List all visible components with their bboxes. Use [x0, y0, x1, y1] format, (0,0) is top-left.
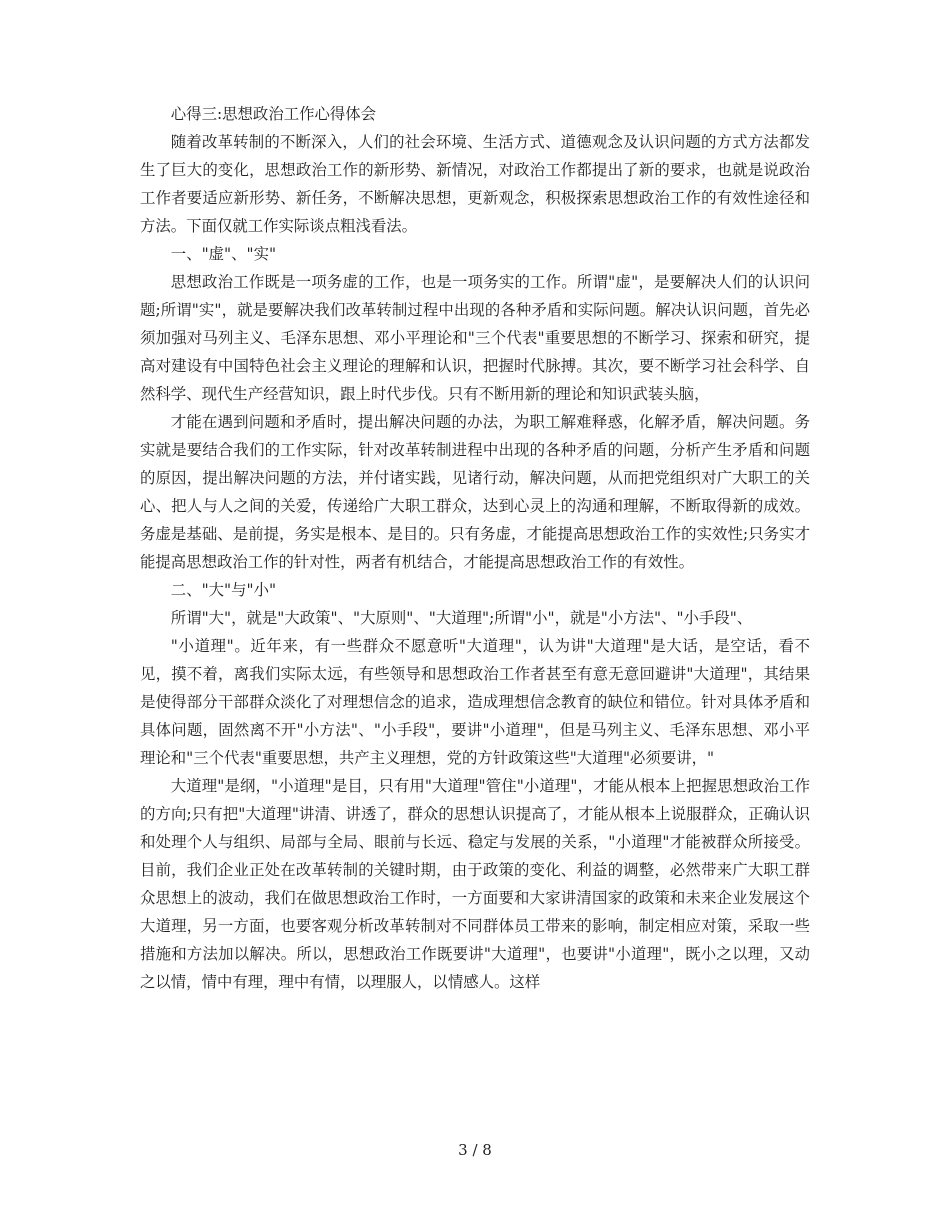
paragraph-4: "小道理"。近年来，有一些群众不愿意听"大道理"，认为讲"大道理"是大话，是空话，看不见，摸不着，离我们实际太远，有些领导和思想政治工作者甚至有意无意回避讲"大道理"，其结果是使得部分干部群众淡化了对理想信念的追求，造成理想信念教育的缺位和错位。针对具体矛盾和具体问题，固然离不开"小方法"、"小手段"，要讲"小道理"，但是马列主义、毛泽东思想、邓小平理论和"三个代表"重要思想，共产主义理想，党的方针政策这些"大道理"必须要讲，"	[140, 637, 810, 767]
paragraph-intro: 随着改革转制的不断深入，人们的社会环境、生活方式、道德观念及认识问题的方式方法都发生了巨大的变化，思想政治工作的新形势、新情况，对政治工作都提出了新的要求，也就是说政治工作者要适应新形势、新任务，不断解决思想，更新观念，积极探索思想政治工作的有效性途径和方法。下面仅就工作实际谈点粗浅看法。	[140, 133, 810, 235]
section-heading-1: 一、"虚"、"实"	[170, 245, 277, 263]
document-body	[140, 100, 810, 996]
paragraph-5: 大道理"是纲，"小道理"是目，只有用"大道理"管住"小道理"，才能从根本上把握思想政治工作的方向;只有把"大道理"讲清、讲透了，群众的思想认识提高了，才能从根本上说服群众，正确认识和处理个人与组织、局部与全局、眼前与长远、稳定与发展的关系，"小道理"才能被群众所接受。目前，我们企业正处在改革转制的关键时期，由于政策的变化、利益的调整，必然带来广大职工群众思想上的波动，我们在做思想政治工作时，一方面要和大家讲清国家的政策和未来企业发展这个大道理，另一方面，也要客观分析改革转制对不同群体员工带来的影响，制定相应对策，采取一些措施和方法加以解决。所以，思想政治工作既要讲"大道理"，也要讲"小道理"，既小之以理，又动之以情，情中有理，理中有情，以理服人，以情感人。这样	[140, 777, 810, 991]
essay-title: 心得三:思想政治工作心得体会	[170, 105, 377, 123]
section-heading-2: 二、"大"与"小"	[170, 581, 277, 599]
page-number: 3 / 8	[458, 1141, 492, 1159]
paragraph-2: 才能在遇到问题和矛盾时，提出解决问题的办法，为职工解难释惑，化解矛盾，解决问题。务实就是要结合我们的工作实际，针对改革转制进程中出现的各种矛盾的问题，分析产生矛盾和问题的原因，提出解决问题的方法，并付诸实践，见诸行动，解决问题，从而把党组织对广大职工的关心、把人与人之间的关爱，传递给广大职工群众，达到心灵上的沟通和理解，不断取得新的成效。务虚是基础、是前提，务实是根本、是目的。只有务虚，才能提高思想政治工作的实效性;只务实才能提高思想政治工作的针对性，两者有机结合，才能提高思想政治工作的有效性。	[140, 413, 810, 571]
paragraph-1: 思想政治工作既是一项务虚的工作，也是一项务实的工作。所谓"虚"，是要解决人们的认识问题;所谓"实"，就是要解决我们改革转制过程中出现的各种矛盾和实际问题。解决认识问题，首先必须加强对马列主义、毛泽东思想、邓小平理论和"三个代表"重要思想的不断学习、探索和研究，提高对建设有中国特色社会主义理论的理解和认识，把握时代脉搏。其次，要不断学习社会科学、自然科学、现代生产经营知识，跟上时代步伐。只有不断用新的理论和知识武装头脑，	[140, 273, 810, 403]
paragraph-3: 所谓"大"，就是"大政策"、"大原则"、"大道理";所谓"小"，就是"小方法"、"小手段"、	[170, 609, 753, 627]
